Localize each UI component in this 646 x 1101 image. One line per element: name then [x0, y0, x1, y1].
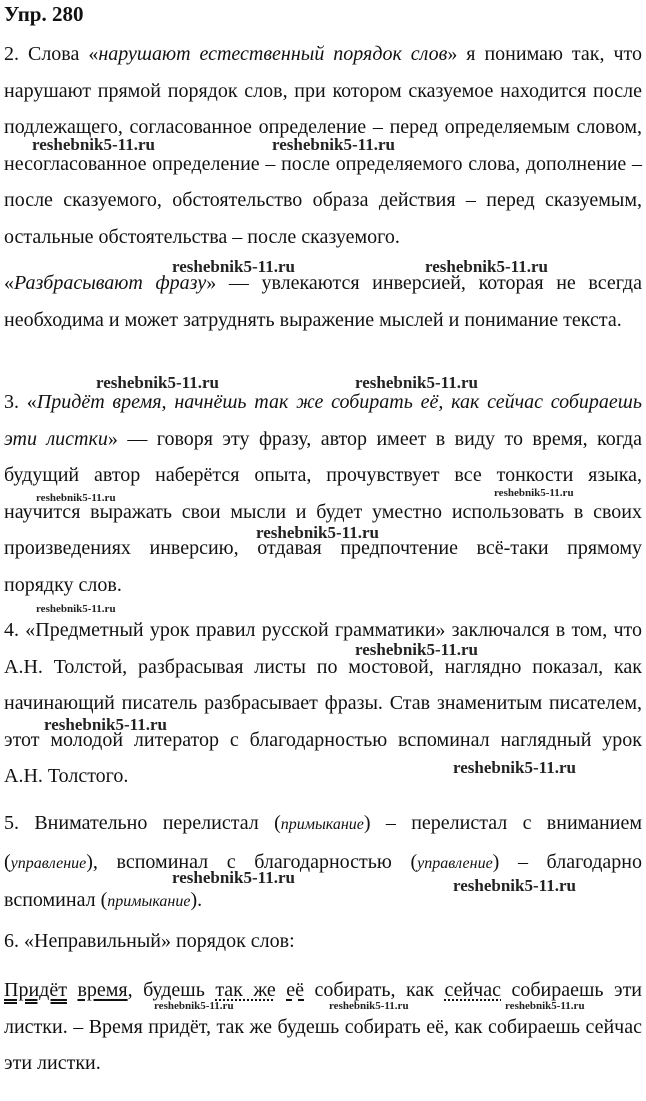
p2-text-end: » я понимаю так, что нарушают прямой порядок слов, при котором сказуемое находится после подлежащего, согласованное определение – перед определяемым словом, несогласованное определение – после определяемого слова, дополнение – после сказуемого, обстоятельство образа действия – перед сказуемым, остальные обстоятельства – после сказуемого. — [4, 43, 642, 248]
watermark: reshebnik5-11.ru — [355, 373, 478, 392]
paragraph-4: 4. «Предметный урок правил русской грамматики» заключался в том, что А.Н. Толстой, разбрасывая листы по мостовой, наглядно показал, как начинающий писатель разбрасывает фразы. Став знаменитым писателем, этот молодой литератор с благодарностью вспоминал наглядный урок А.Н. Толстого. — [4, 619, 642, 787]
p5-t4: ) – благодарно вспоминал ( — [4, 850, 642, 911]
p2b-text: » — увлекаются инверсией, которая не всегда необходима и может затруднять выражение мыслей и понимание текста. — [4, 272, 642, 331]
p7-adverbial-1: так же — [215, 979, 276, 1001]
p5-t3: ), вспоминал с благодарностью ( — [86, 850, 418, 873]
paragraph-2 — [4, 36, 642, 255]
p3-text-start: 3. « — [4, 391, 37, 413]
p5-note-4: примыкание — [107, 893, 191, 910]
watermark: reshebnik5-11.ru — [329, 1000, 409, 1012]
p7-subject: Придёт — [4, 979, 67, 1001]
paragraph-6: 6. «Неправильный» порядок слов: — [4, 930, 295, 952]
watermark: reshebnik5-11.ru — [32, 135, 155, 154]
watermark: reshebnik5-11.ru — [505, 1000, 585, 1012]
watermark: reshebnik5-11.ru — [256, 523, 379, 542]
p7-adverbial-2: сейчас — [444, 979, 501, 1001]
watermark: reshebnik5-11.ru — [453, 758, 576, 777]
p2b-open-quote: « — [4, 272, 14, 294]
p7-sep-1 — [67, 979, 77, 1001]
watermark: reshebnik5-11.ru — [494, 487, 574, 499]
p5-t2: ) – перелистал с вниманием ( — [4, 812, 642, 873]
watermark: reshebnik5-11.ru — [425, 257, 548, 276]
p7-sep-5: собираешь эти листки. – Время придёт, так же будешь собирать её, как собираешь сейчас эти листки. — [4, 979, 643, 1074]
paragraph-5 — [4, 805, 642, 921]
p3-text-end: » — говоря эту фразу, автор имеет в виду то время, когда будущий автор наберётся опыта, прочувствует все тонкости языка, научится выражать свои мысли и будет уместно использовать в своих произведениях инверсию, отдавая предпочтение всё-таки прямому порядку слов. — [4, 427, 642, 596]
p5-note-2: управление — [10, 854, 87, 872]
p5-t1: 5. Внимательно перелистал ( — [4, 812, 281, 834]
p7-sep-2: , будешь — [127, 979, 216, 1001]
watermark: reshebnik5-11.ru — [172, 868, 295, 887]
paragraph-3 — [4, 384, 642, 603]
p5-t5: ). — [190, 889, 203, 911]
watermark: reshebnik5-11.ru — [272, 135, 395, 154]
watermark: reshebnik5-11.ru — [36, 492, 116, 504]
p2-text-start: 2. Слова « — [4, 43, 99, 65]
p2b-quote: Разбрасывают фразу — [14, 272, 207, 294]
p7-object: её — [286, 979, 305, 1001]
p7-sep-3 — [276, 979, 286, 1001]
paragraph-7 — [4, 972, 642, 1082]
p5-note-1: примыкание — [280, 816, 364, 833]
watermark: reshebnik5-11.ru — [453, 876, 576, 895]
watermark: reshebnik5-11.ru — [96, 373, 219, 392]
watermark: reshebnik5-11.ru — [44, 715, 167, 734]
watermark: reshebnik5-11.ru — [172, 257, 295, 276]
paragraph-2b — [4, 265, 642, 338]
watermark: reshebnik5-11.ru — [36, 603, 116, 615]
watermark: reshebnik5-11.ru — [154, 1000, 234, 1012]
p7-predicate: время — [77, 979, 128, 1001]
p2-quote: нарушают естественный порядок слов — [98, 43, 448, 65]
p3-quote: Придёт время, начнёшь так же собирать её, как сейчас собираешь эти листки — [4, 391, 643, 450]
exercise-title: Упр. 280 — [4, 2, 84, 26]
p7-sep-4: собирать, как — [304, 979, 445, 1001]
p5-note-3: управление — [417, 854, 493, 872]
watermark: reshebnik5-11.ru — [355, 640, 478, 659]
